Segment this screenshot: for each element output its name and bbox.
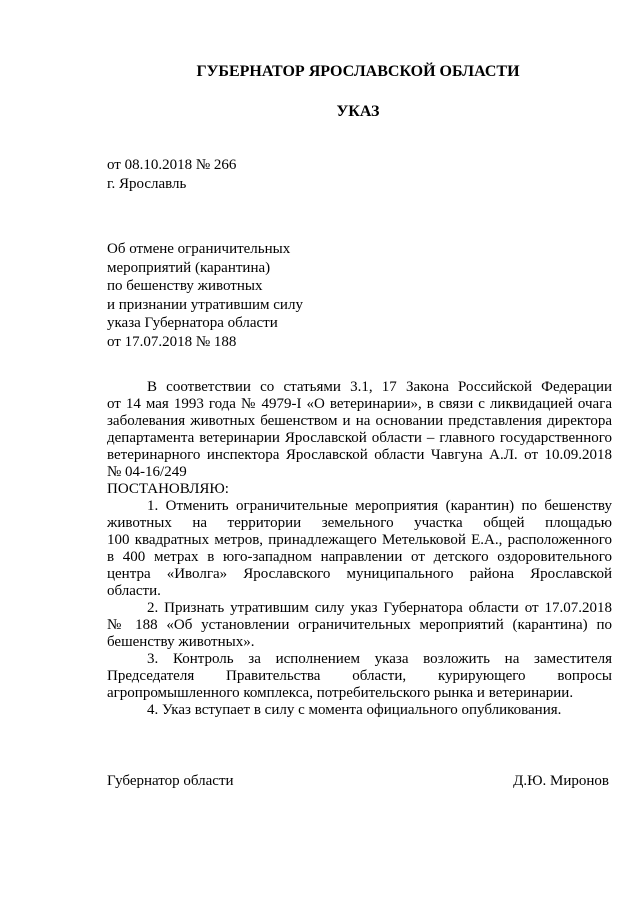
item-2-line: № 188 «Об установлении ограничительных мероприятий (карантина) по [107, 617, 612, 633]
item-2-paragraph [107, 600, 612, 651]
signature-name: Д.Ю. Миронов [513, 773, 609, 789]
item-1-line: 100 квадратных метров, принадлежащего Метельковой Е.А., расположенного [107, 532, 612, 548]
item-3-line: Председателя Правительства области, курирующего вопросы [107, 668, 612, 684]
subject-line: указа Губернатора области [107, 315, 278, 332]
preamble-paragraph [107, 379, 612, 481]
date-number: от 08.10.2018 № 266 [107, 157, 237, 173]
preamble-line: от 14 мая 1993 года № 4979-I «О ветеринарии», в связи с ликвидацией очага [107, 396, 612, 412]
item-1-paragraph [107, 498, 612, 600]
item-4-line: 4. Указ вступает в силу с момента официального опубликования. [147, 702, 562, 718]
document-meta [107, 157, 236, 193]
item-2-line: 2. Признать утратившим силу указ Губернатора области от 17.07.2018 [147, 600, 612, 616]
preamble-line: № 04-16/249 [107, 464, 187, 480]
resolve-word: ПОСТАНОВЛЯЮ: [107, 481, 229, 497]
preamble-line: департамента ветеринарии Ярославской области – главного государственного [107, 430, 612, 446]
authority-heading: ГУБЕРНАТОР ЯРОСЛАВСКОЙ ОБЛАСТИ [196, 63, 520, 80]
item-3-paragraph [107, 651, 612, 702]
subject-line: по бешенству животных [107, 278, 263, 295]
subject-line: Об отмене ограничительных [107, 241, 291, 257]
item-1-line: центра «Иволга» Ярославского муниципального района Ярославской [107, 566, 612, 582]
subject-line: от 17.07.2018 № 188 [107, 333, 237, 350]
item-1-line: животных на территории земельного участка общей площадью [107, 515, 612, 531]
item-1-line: в 400 метрах в юго-западном направлении от детского оздоровительного [107, 549, 612, 565]
issue-place: г. Ярославль [107, 176, 187, 192]
preamble-line: ветеринарного инспектора Ярославской области Чавгуна А.Л. от 10.09.2018 [107, 447, 612, 463]
item-1-line: 1. Отменить ограничительные мероприятия (карантин) по бешенству [147, 498, 612, 514]
item-3-line: агропромышленного комплекса, потребительского рынка и ветеринарии. [107, 685, 574, 701]
item-2-line: бешенству животных». [107, 634, 255, 650]
item-1-line: области. [107, 583, 161, 599]
signature-position: Губернатор области [107, 773, 234, 789]
item-3-line: 3. Контроль за исполнением указа возложить на заместителя [147, 651, 612, 667]
subject-line: и признании утратившим силу [107, 296, 303, 313]
subject-line: мероприятий (карантина) [107, 259, 271, 276]
item-4-paragraph [107, 702, 612, 719]
preamble-line: заболевания животных бешенством и на основании представления директора [107, 413, 612, 429]
body-text [107, 379, 612, 719]
subject-block [107, 240, 303, 352]
document-type-heading: УКАЗ [336, 103, 380, 120]
preamble-line: В соответствии со статьями 3.1, 17 Закона Российской Федерации [147, 379, 612, 395]
